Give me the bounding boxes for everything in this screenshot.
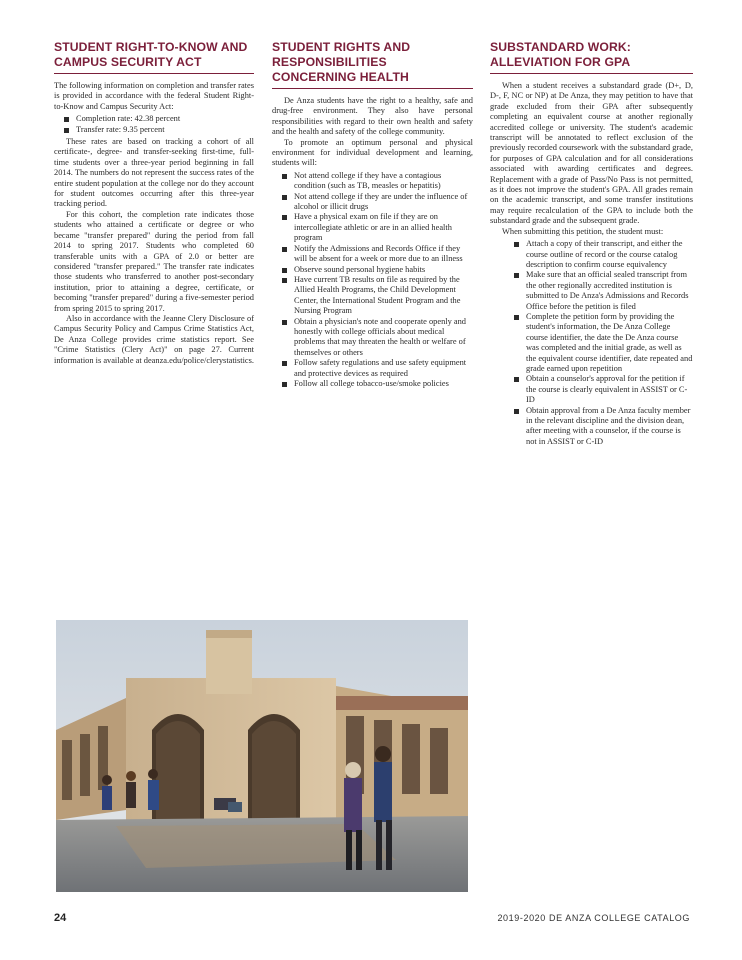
list-item: Complete the petition form by providing the student's information, the De Anza College course identifier, the date the De Anza course was completed and the initial grade, as well as the equivalent course identifier, date repeated and grade earned upon repetition — [490, 312, 693, 374]
paragraph: Also in accordance with the Jeanne Clery Disclosure of Campus Security Policy and Campus Crime Statistics Act, De Anza College provides crime statistics report. See "Crime Statistics (Clery Act)" on page 27. Current information is available at deanza.edu/police/clerystatistics. — [54, 313, 254, 365]
bullet-list — [54, 114, 254, 135]
paragraph: De Anza students have the right to a healthy, safe and drug-free environment. They also have personal responsibilities with regard to their own health and safety and the health and safety of the college community. — [272, 96, 473, 137]
list-item: Have current TB results on file as required by the Allied Health Programs, the Child Development Center, the International Student Program and the Nursing Program — [272, 275, 473, 317]
list-item: Obtain a physician's note and cooperate openly and honestly with college officials about medical problems that may threaten the health or welfare of themselves or others — [272, 317, 473, 359]
paragraph: The following information on completion and transfer rates is provided in accordance with the federal Student Right-to-Know and Campus Security Act: — [54, 81, 254, 111]
list-item: Follow safety regulations and use safety equipment and protective devices as required — [272, 358, 473, 379]
list-item: Not attend college if they have a contagious condition (such as TB, measles or hepatitis) — [272, 171, 473, 192]
list-item: Completion rate: 42.38 percent — [54, 114, 254, 124]
campus-photo — [56, 620, 468, 892]
paragraph: When a student receives a substandard grade (D+, D, D-, F, NC or NP) at De Anza, they may petition to have that grade excluded from their GPA after subsequently completing an equivalent course at another regionally accredited college or university. The student's academic transcript will be annotated to reflect exclusion of the previously recorded coursework with the substandard grade, for purposes of GPA calculation and for all considerations associated with awarding certificates and degrees. Replacement with a grade of Pass/No Pass is not permitted, as it does not improve the student's GPA. All grades remain on the academic transcript, and some transfer institutions may require recalculation of the GPA to include both the substandard grade and the subsequent grade. — [490, 81, 693, 226]
paragraph: For this cohort, the completion rate indicates those students who attained a certificate or degree or who became "transfer prepared" during the period from fall 2014 to spring 2017. Students who completed 60 transferable units with a GPA of 2.0 or better are considered "transfer prepared." The transfer rate indicates those students who transferred to another post-secondary institution, prior to attaining a degree, certificate, or becoming "transfer prepared" during a five-semester period from spring 2015 to spring 2017. — [54, 209, 254, 313]
bullet-list — [490, 239, 693, 447]
paragraph: When submitting this petition, the student must: — [502, 226, 664, 236]
list-item: Obtain a counselor's approval for the petition if the course is clearly equivalent in ASSIST or C-ID — [490, 374, 693, 405]
list-item: Notify the Admissions and Records Office if they will be absent for a week or more due to an illness — [272, 244, 473, 265]
campus-photo-illustration — [56, 620, 468, 892]
catalog-title: 2019-2020 DE ANZA COLLEGE CATALOG — [497, 913, 690, 923]
page-number: 24 — [54, 912, 67, 924]
list-item: Observe sound personal hygiene habits — [272, 265, 473, 275]
section-heading: SUBSTANDARD WORK: ALLEVIATION FOR GPA — [490, 40, 693, 74]
column-student-rights-health — [272, 40, 473, 391]
paragraph: To promote an optimum personal and physical environment for individual development and learning, students will: — [272, 137, 473, 168]
section-heading: STUDENT RIGHTS AND RESPONSIBILITIES CONCERNING HEALTH — [272, 40, 473, 89]
list-item: Obtain approval from a De Anza faculty member in the relevant discipline and the division dean, after meeting with a counselor, if the course is not in ASSIST or C-ID — [490, 406, 693, 448]
list-item: Make sure that an official sealed transcript from the other regionally accredited institution is submitted to De Anza's Admissions and Records Office before the petition is filed — [490, 270, 693, 312]
column-substandard-work — [490, 40, 693, 449]
list-item: Not attend college if they are under the influence of alcohol or illicit drugs — [272, 192, 473, 213]
list-item: Attach a copy of their transcript, and either the course outline of record or the course catalog description to confirm course equivalency — [490, 239, 693, 270]
bullet-list — [272, 171, 473, 390]
list-item: Follow all college tobacco-use/smoke policies — [272, 379, 473, 389]
paragraph: These rates are based on tracking a cohort of all certificate-, degree- and transfer-seeking first-time, full-time students over a three-year period beginning in fall 2014. The numbers do not represent the success rates of the entire student population at the college nor do they account for student outcomes occurring after this three-year tracking period. — [54, 137, 254, 209]
list-item: Have a physical exam on file if they are on intercollegiate athletic or are in an allied health program — [272, 212, 473, 243]
section-heading: STUDENT RIGHT-TO-KNOW AND CAMPUS SECURITY ACT — [54, 40, 254, 74]
column-student-right-to-know — [54, 40, 254, 366]
list-item: Transfer rate: 9.35 percent — [54, 125, 254, 135]
